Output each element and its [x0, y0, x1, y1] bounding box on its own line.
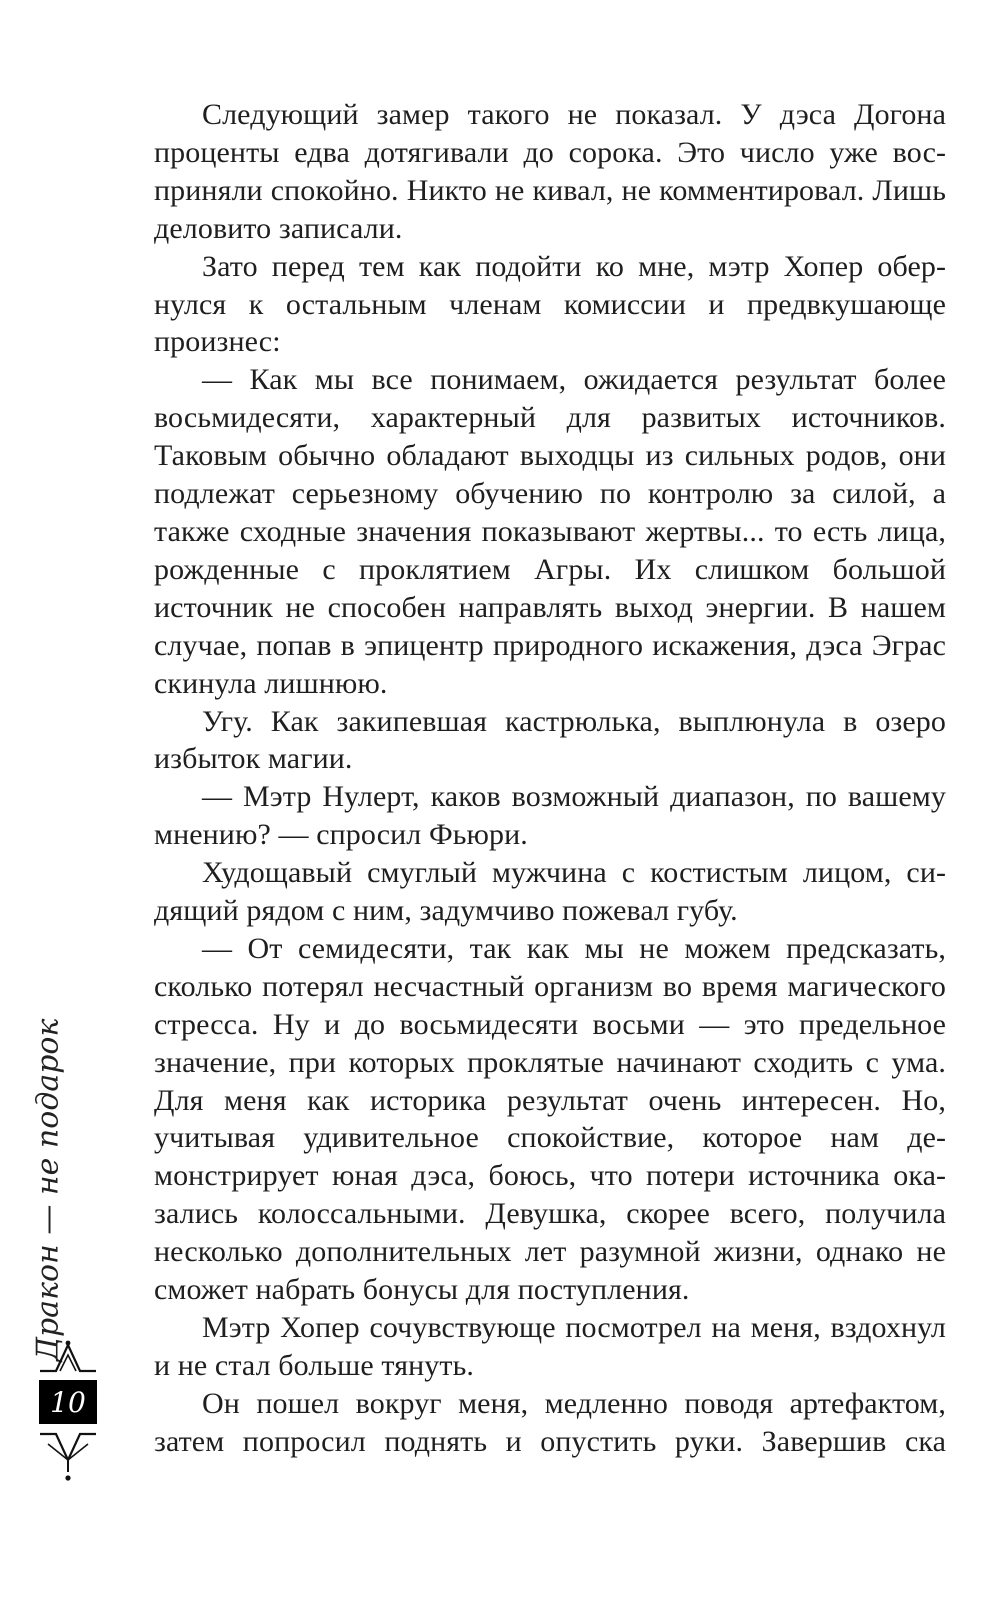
ornament-top-icon [36, 1340, 100, 1374]
paragraph-5: — Мэтр Нулерт, каков возможный диапазон, по вашему мнению? — спросил Фьюри. [154, 780, 946, 852]
page-number: 10 [50, 1385, 86, 1419]
running-title [18, 1018, 78, 1362]
running-title-text: Дракон — не подарок [30, 1018, 66, 1362]
paragraph-9: Он пошел вокруг меня, медленно поводя артефактом, затем попросил поднять и опустить руки. Завершив ска [154, 1386, 946, 1458]
paragraph-3: — Как мы все понимаем, ожидается результат более восьмидесяти, характерный для развитых источников. Таковым обычно обладают выходцы из сильных родов, они подлежат серьезному обучению по контролю за силой, а также сходные значения показывают жертвы... то есть лица, рожденные с проклятием Агры. Их слишком большой источник не способен направлять выход энергии. В нашем случае, попав в эпицентр природного искажения, дэса Эграс скинула лишнюю. [154, 363, 946, 700]
ornament-bottom-icon [36, 1430, 100, 1482]
paragraph-7: — От семидесяти, так как мы не можем предсказать, сколько потерял несчастный организм во время магического стресса. Ну и до восьмидесяти восьми — это предельное значение, при которых проклятые начинают сходить с ума. Для меня как историка результат очень интересен. Но, учитывая удивительное спокойствие, которое нам демонстрирует юная дэса, боюсь, что потери источника оказались колоссальными. Девушка, скорее всего, получила несколько дополнительных лет разумной жизни, однако не сможет набрать бонусы для поступления. [154, 931, 946, 1307]
body-text [154, 96, 946, 1461]
paragraph-2: Зато перед тем как подойти ко мне, мэтр Хопер обернулся к остальным членам комиссии и предвкушающе произнес: [154, 249, 946, 359]
paragraph-8: Мэтр Хопер сочувствующе посмотрел на меня, вздохнул и не стал больше тянуть. [154, 1311, 946, 1382]
paragraph-1: Следующий замер такого не показал. У дэса Догона проценты едва дотягивали до сорока. Это число уже восприняли спокойно. Никто не кивал, не комментировал. Лишь деловито записали. [154, 98, 946, 245]
paragraph-4: Угу. Как закипевшая кастрюлька, выплюнула в озеро избыток магии. [154, 704, 946, 776]
paragraph-6: Худощавый смуглый мужчина с костистым лицом, сидящий рядом с ним, задумчиво пожевал губу. [154, 856, 946, 928]
page-number-box [39, 1380, 97, 1424]
